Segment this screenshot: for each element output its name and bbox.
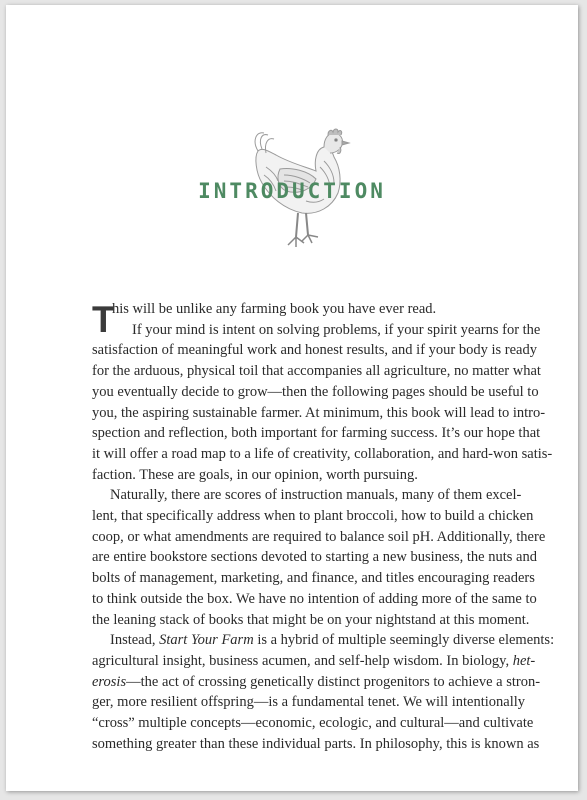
paragraph-line: the leaning stack of books that might be on your nightstand at this moment. — [92, 611, 530, 628]
paragraph-line: spection and reflection, both important for farming success. It’s our hope that — [92, 425, 541, 442]
book-page — [6, 5, 578, 791]
paragraph-line: you eventually decide to grow—then the following pages should be useful to — [92, 383, 539, 400]
paragraph-line: coop, or what amendments are required to balance soil pH. Additionally, there — [92, 528, 546, 545]
paragraph-line: you, the aspiring sustainable farmer. At minimum, this book will lead to intro- — [92, 404, 546, 421]
paragraph-line: If your mind is intent on solving problems, if your spirit yearns for the — [132, 321, 541, 338]
paragraph-line: satisfaction of meaningful work and honest results, and if your body is ready — [92, 342, 537, 359]
paragraph-line: Naturally, there are scores of instruction manuals, many of them excel- — [110, 487, 522, 504]
paragraph-line: something greater than these individual parts. In philosophy, this is known as — [92, 735, 540, 752]
paragraph-line: to think outside the box. We have no intention of adding more of the same to — [92, 590, 537, 607]
paragraph-line: are entire bookstore sections devoted to starting a new business, the nuts and — [92, 549, 537, 566]
paragraph-line: ger, more resilient offspring—is a fundamental tenet. We will intentionally — [92, 694, 526, 711]
paragraph-line: Instead, Start Your Farm is a hybrid of multiple seemingly diverse elements: — [110, 632, 555, 649]
paragraph-line: it will offer a road map to a life of creativity, collaboration, and hard-won satis- — [92, 445, 553, 462]
paragraph-line: faction. These are goals, in our opinion, worth pursuing. — [92, 466, 418, 483]
paragraph-line: erosis—the act of crossing genetically distinct progenitors to achieve a stron- — [92, 673, 541, 690]
body-text — [92, 299, 555, 754]
paragraph-line: bolts of management, marketing, and finance, and titles encouraging readers — [92, 570, 535, 587]
paragraph-line: T his will be unlike any farming book you have ever read. — [92, 299, 437, 340]
drop-cap: T — [92, 299, 115, 340]
paragraph-line: “cross” multiple concepts—economic, ecologic, and cultural—and cultivate — [92, 715, 534, 732]
paragraph-line: for the arduous, physical toil that accompanies all agriculture, no matter what — [92, 363, 541, 380]
paragraph-line: lent, that specifically address when to plant broccoli, how to build a chicken — [92, 508, 534, 525]
paragraph-line: agricultural insight, business acumen, and self-help wisdom. In biology, het- — [92, 652, 536, 669]
chapter-title: INTRODUCTION — [198, 179, 386, 203]
